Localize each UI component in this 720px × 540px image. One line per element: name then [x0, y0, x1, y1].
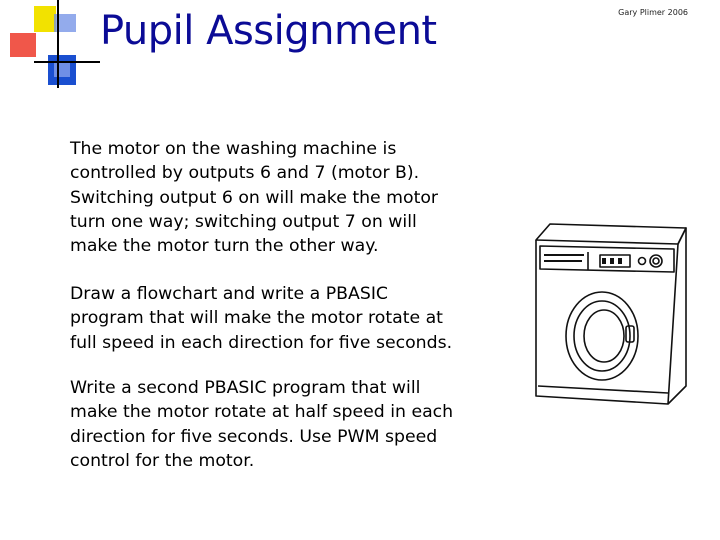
- text-line: make the motor turn the other way.: [70, 236, 379, 257]
- paragraph-task-two: [70, 376, 480, 473]
- slide-logo-icon: [0, 0, 100, 90]
- text-line: Draw a flowchart and write a PBASIC: [70, 284, 388, 304]
- text-line: program that will make the motor rotate at: [70, 308, 443, 329]
- page-title: Pupil Assignment: [100, 8, 437, 54]
- text-line: full speed in each direction for five seconds.: [70, 332, 453, 353]
- text-line: control for the motor.: [70, 450, 255, 471]
- paragraph-motor-description: [70, 137, 480, 258]
- paragraph-task-one: [70, 282, 480, 355]
- washing-machine-icon: [530, 218, 692, 406]
- text-line: make the motor rotate at half speed in each: [70, 402, 454, 423]
- text-line: controlled by outputs 6 and 7 (motor B).: [70, 163, 420, 184]
- author-credit: Gary Plimer 2006: [618, 8, 688, 17]
- text-line: Write a second PBASIC program that will: [70, 378, 421, 398]
- text-line: Switching output 6 on will make the motor: [70, 187, 439, 208]
- text-line: The motor on the washing machine is: [70, 139, 397, 159]
- text-line: turn one way; switching output 7 on will: [70, 211, 417, 232]
- text-line: direction for five seconds. Use PWM speed: [70, 426, 438, 447]
